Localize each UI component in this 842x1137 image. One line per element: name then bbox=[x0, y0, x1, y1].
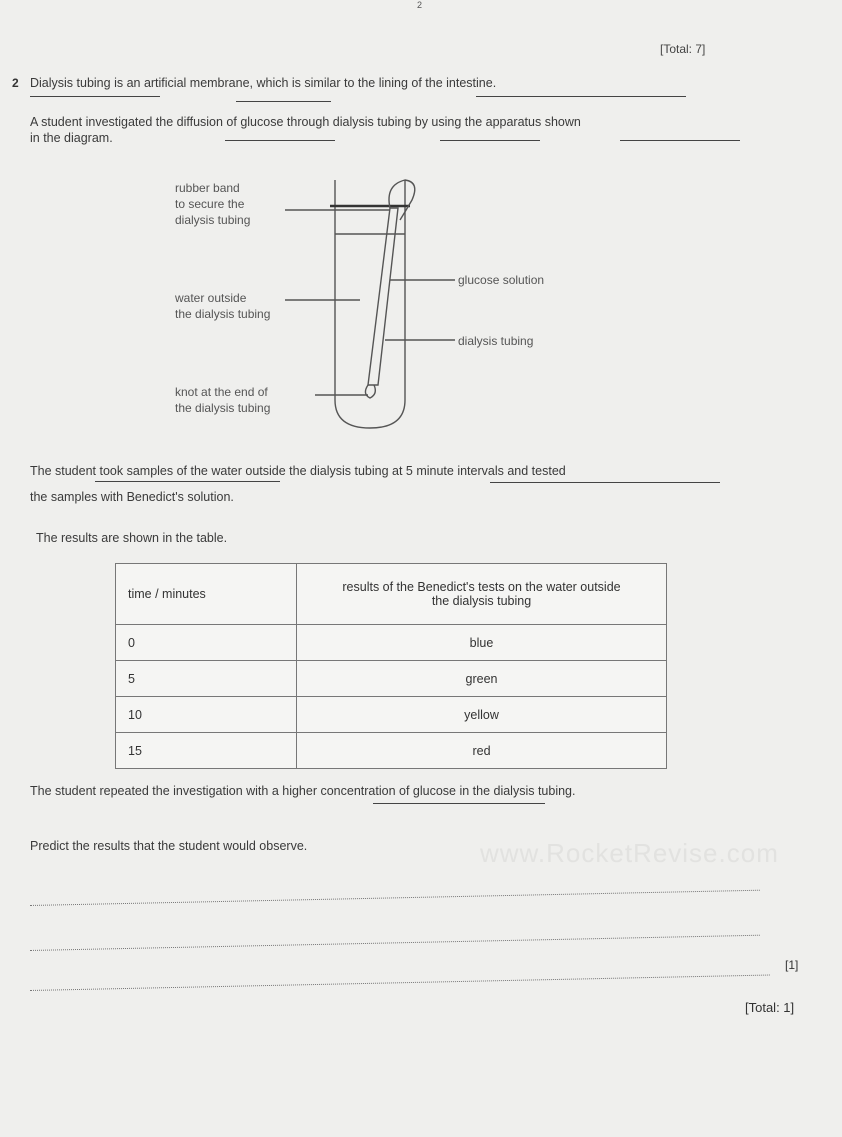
cell-time: 10 bbox=[116, 697, 297, 733]
underline-mark bbox=[620, 140, 740, 141]
underline-mark bbox=[490, 482, 720, 483]
samples-text-line2: the samples with Benedict's solution. bbox=[30, 490, 234, 504]
results-table bbox=[115, 563, 667, 769]
samples-text-line1: The student took samples of the water outside the dialysis tubing at 5 minute intervals and tested bbox=[30, 464, 566, 478]
question-intro-line2: A student investigated the diffusion of glucose through dialysis tubing by using the apparatus shown bbox=[30, 115, 581, 129]
underline-mark bbox=[440, 140, 540, 141]
table-row bbox=[116, 733, 667, 769]
underline-mark bbox=[476, 96, 686, 97]
answer-line[interactable] bbox=[30, 975, 770, 991]
question-intro-line3: in the diagram. bbox=[30, 131, 113, 145]
cell-result: green bbox=[297, 661, 667, 697]
cell-time: 5 bbox=[116, 661, 297, 697]
label-line: water outside bbox=[175, 291, 247, 305]
knot-shape bbox=[365, 385, 375, 398]
underline-mark bbox=[373, 803, 545, 804]
underline-mark bbox=[225, 140, 335, 141]
cell-result: yellow bbox=[297, 697, 667, 733]
glucose-solution-label: glucose solution bbox=[458, 273, 545, 287]
table-row bbox=[116, 625, 667, 661]
repeat-text: The student repeated the investigation with a higher concentration of glucose in the dialysis tubing. bbox=[30, 784, 576, 798]
answer-line[interactable] bbox=[30, 935, 760, 951]
label-line: rubber band bbox=[175, 181, 240, 195]
page-number: 2 bbox=[417, 0, 423, 10]
predict-prompt: Predict the results that the student would observe. bbox=[30, 839, 308, 853]
table-header-row bbox=[116, 564, 667, 625]
table-row bbox=[116, 697, 667, 733]
header-results bbox=[297, 564, 667, 625]
dialysis-tubing-label: dialysis tubing bbox=[458, 334, 534, 348]
underline-mark bbox=[236, 101, 331, 102]
cell-time: 15 bbox=[116, 733, 297, 769]
cell-result: blue bbox=[297, 625, 667, 661]
underline-mark bbox=[30, 96, 160, 97]
question-number: 2 bbox=[12, 76, 19, 90]
water-outside-label bbox=[175, 290, 270, 322]
total-marks-top: [Total: 7] bbox=[660, 42, 706, 56]
watermark: www.RocketRevise.com bbox=[480, 838, 779, 868]
header-time: time / minutes bbox=[116, 564, 297, 625]
label-line: the dialysis tubing bbox=[175, 307, 271, 321]
rubber-band-label bbox=[175, 180, 250, 228]
knot-label bbox=[175, 384, 270, 416]
cell-result: red bbox=[297, 733, 667, 769]
results-intro: The results are shown in the table. bbox=[36, 531, 228, 545]
label-line: to secure the bbox=[175, 197, 245, 211]
header-line: results of the Benedict's tests on the water outside bbox=[342, 580, 621, 594]
tubing-top bbox=[389, 180, 415, 220]
label-line: dialysis tubing bbox=[175, 213, 251, 227]
label-line: knot at the end of bbox=[175, 385, 268, 399]
header-line: the dialysis tubing bbox=[431, 594, 532, 608]
apparatus-diagram bbox=[260, 170, 460, 440]
underline-mark bbox=[95, 481, 280, 482]
total-marks-bottom: [Total: 1] bbox=[745, 1000, 795, 1015]
cell-time: 0 bbox=[116, 625, 297, 661]
label-line: the dialysis tubing bbox=[175, 401, 271, 415]
answer-line[interactable] bbox=[30, 890, 760, 906]
table-row bbox=[116, 661, 667, 697]
question-intro-line1: Dialysis tubing is an artificial membrane, which is similar to the lining of the intestine. bbox=[30, 76, 497, 90]
test-tube bbox=[335, 180, 405, 428]
question-marks: [1] bbox=[785, 958, 799, 972]
